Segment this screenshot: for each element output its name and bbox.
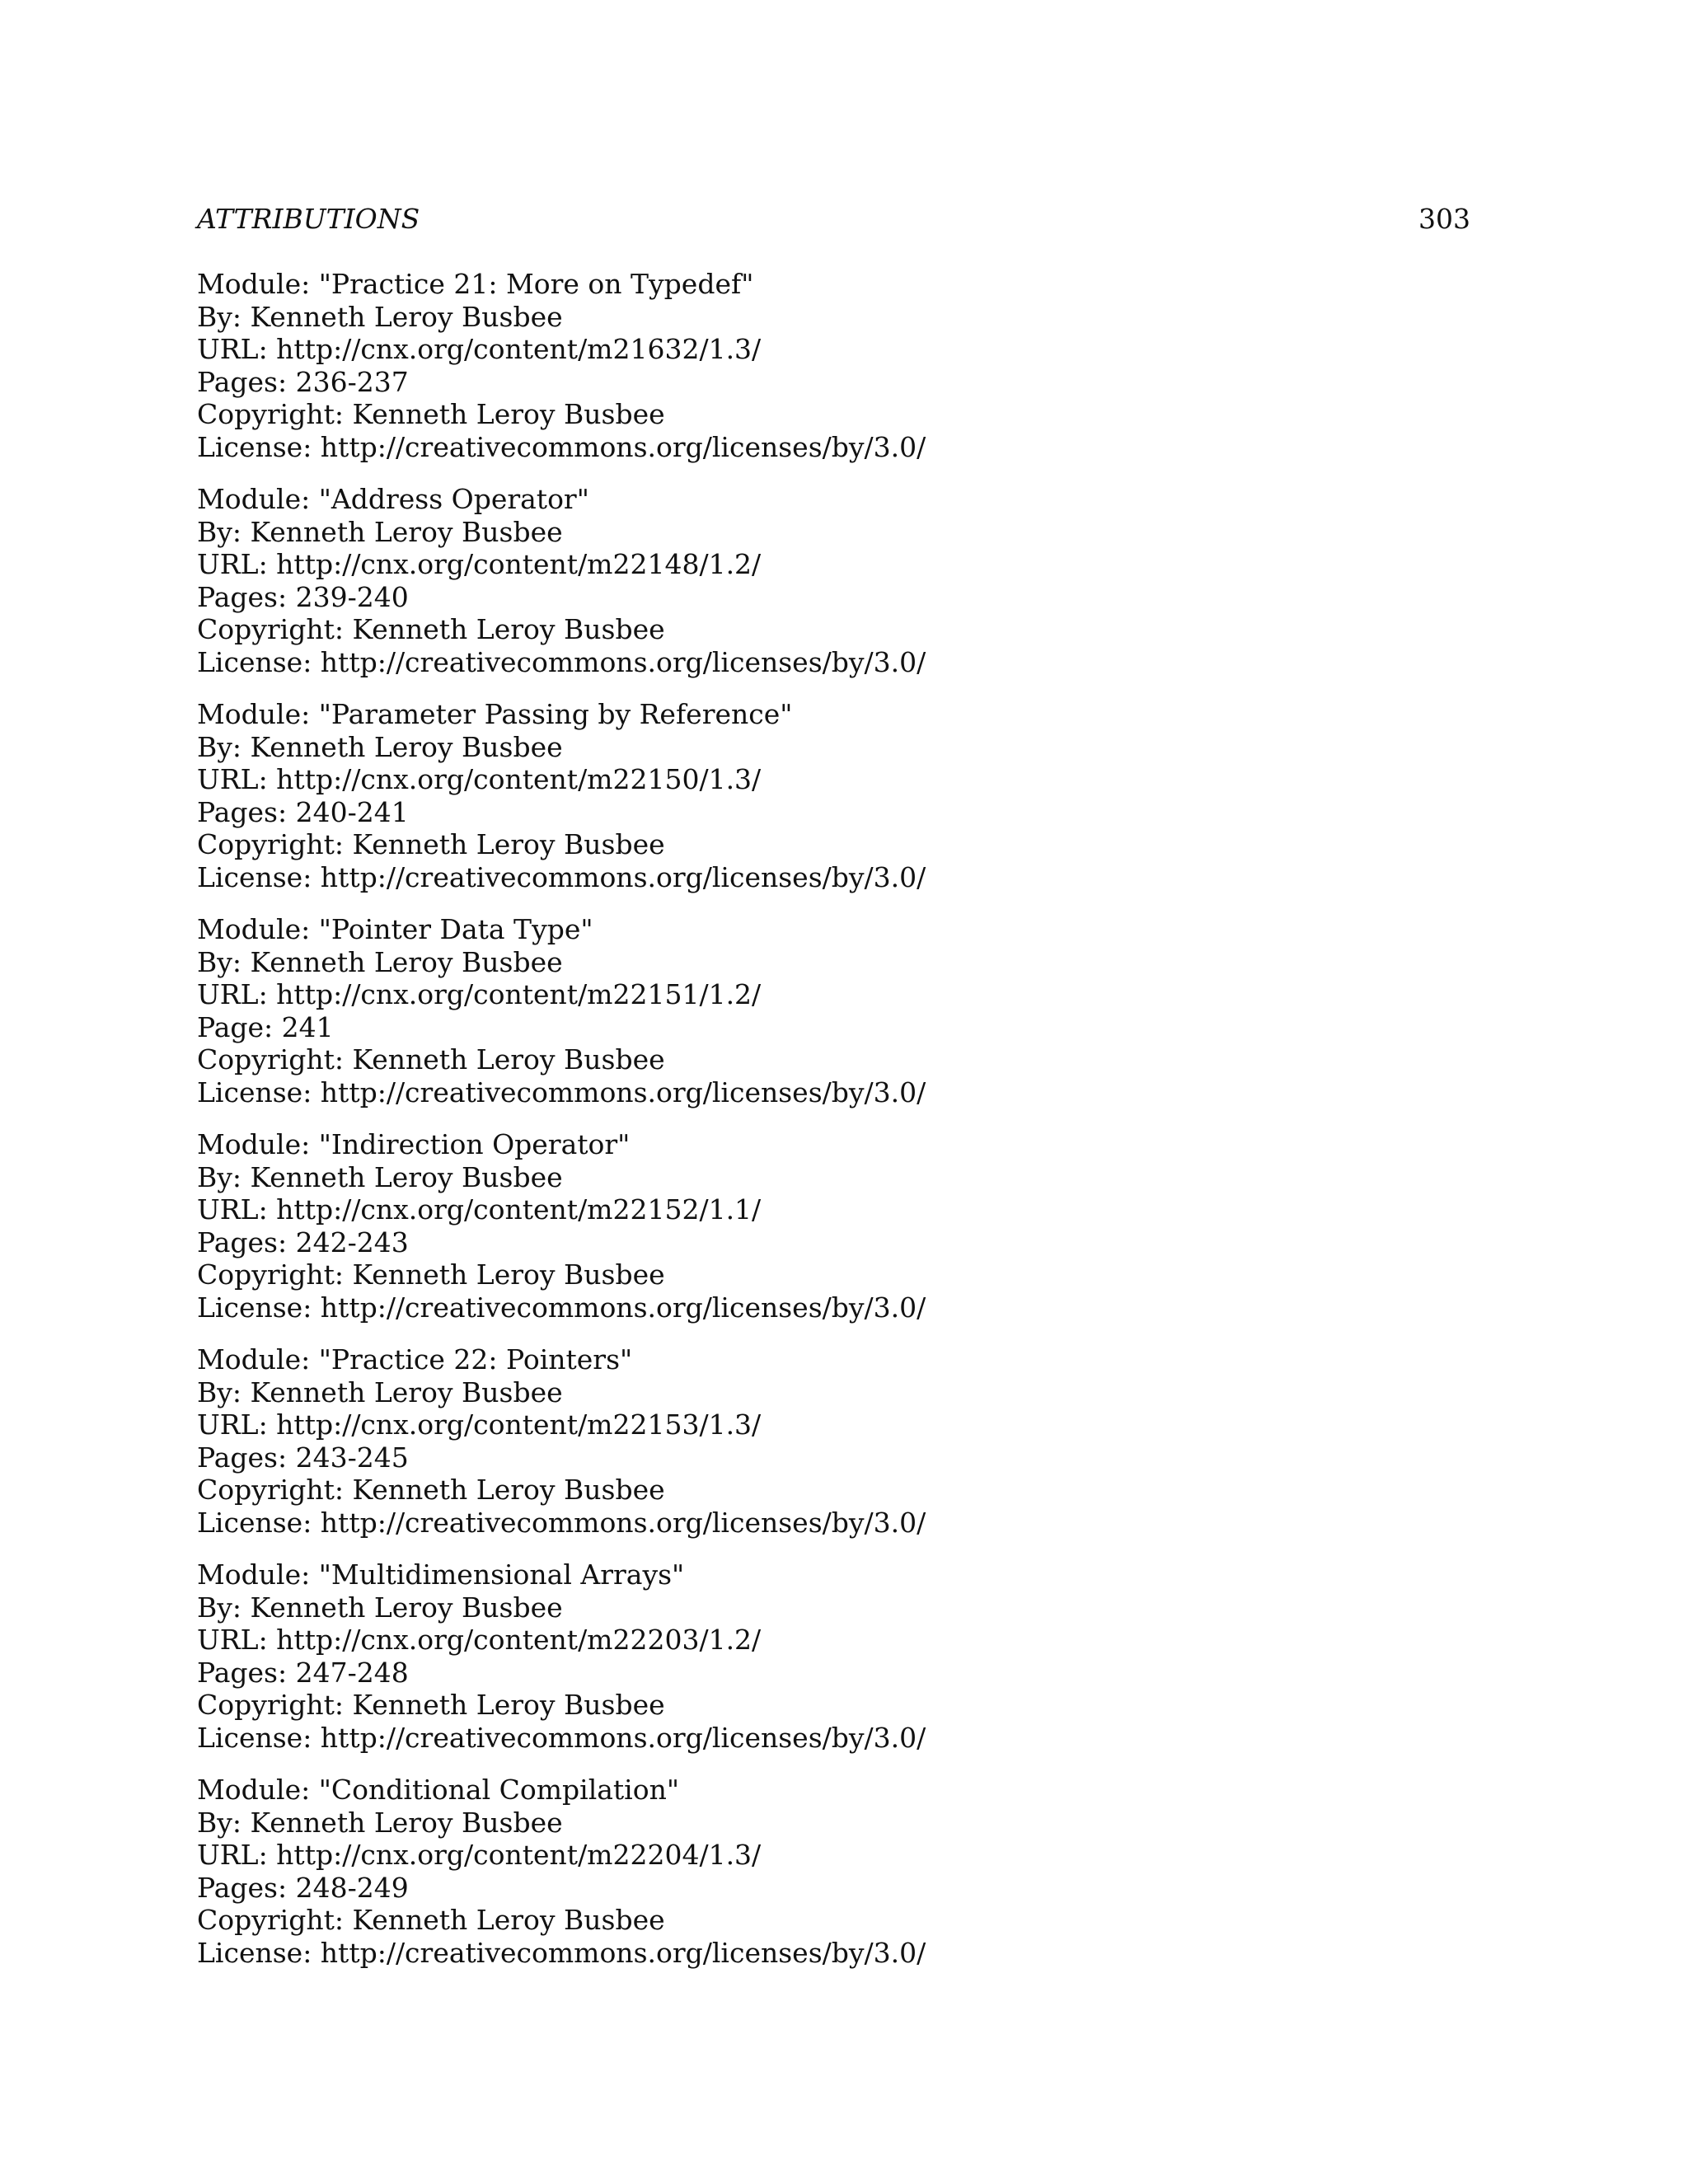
page-header bbox=[197, 199, 1470, 239]
attribution-entry bbox=[197, 1343, 1470, 1539]
module-url: URL: http://cnx.org/content/m22204/1.3/ bbox=[197, 1839, 762, 1871]
attribution-entry bbox=[197, 483, 1470, 678]
module-author: By: Kenneth Leroy Busbee bbox=[197, 515, 563, 548]
attribution-entry bbox=[197, 913, 1470, 1108]
module-url: URL: http://cnx.org/content/m22152/1.1/ bbox=[197, 1193, 762, 1226]
attribution-entry bbox=[197, 1558, 1470, 1754]
module-author: By: Kenneth Leroy Busbee bbox=[197, 1806, 563, 1839]
attribution-list bbox=[197, 268, 1470, 1989]
module-pages: Pages: 240-241 bbox=[197, 795, 409, 828]
module-license: License: http://creativecommons.org/licenses/by/3.0/ bbox=[197, 1721, 926, 1754]
module-copyright: Copyright: Kenneth Leroy Busbee bbox=[197, 613, 665, 645]
module-copyright: Copyright: Kenneth Leroy Busbee bbox=[197, 828, 665, 860]
module-title: Module: "Conditional Compilation" bbox=[197, 1774, 680, 1806]
attribution-entry bbox=[197, 698, 1470, 893]
module-author: By: Kenneth Leroy Busbee bbox=[197, 1591, 563, 1624]
module-title: Module: "Parameter Passing by Reference" bbox=[197, 698, 793, 730]
module-author: By: Kenneth Leroy Busbee bbox=[197, 730, 563, 763]
module-url: URL: http://cnx.org/content/m21632/1.3/ bbox=[197, 333, 762, 365]
module-author: By: Kenneth Leroy Busbee bbox=[197, 300, 563, 333]
module-license: License: http://creativecommons.org/licenses/by/3.0/ bbox=[197, 645, 926, 678]
module-pages: Pages: 248-249 bbox=[197, 1871, 409, 1904]
module-pages: Page: 241 bbox=[197, 1010, 334, 1043]
attribution-entry bbox=[197, 1128, 1470, 1324]
page-number: 303 bbox=[1418, 203, 1470, 235]
module-license: License: http://creativecommons.org/licenses/by/3.0/ bbox=[197, 1936, 926, 1969]
module-license: License: http://creativecommons.org/licenses/by/3.0/ bbox=[197, 430, 926, 463]
module-url: URL: http://cnx.org/content/m22203/1.2/ bbox=[197, 1624, 762, 1656]
module-title: Module: "Pointer Data Type" bbox=[197, 913, 593, 945]
running-head: ATTRIBUTIONS bbox=[197, 203, 420, 235]
module-copyright: Copyright: Kenneth Leroy Busbee bbox=[197, 398, 665, 430]
module-license: License: http://creativecommons.org/licenses/by/3.0/ bbox=[197, 860, 926, 893]
module-title: Module: "Indirection Operator" bbox=[197, 1128, 631, 1160]
module-pages: Pages: 242-243 bbox=[197, 1226, 409, 1258]
module-title: Module: "Address Operator" bbox=[197, 483, 589, 515]
module-pages: Pages: 247-248 bbox=[197, 1656, 409, 1689]
module-title: Module: "Multidimensional Arrays" bbox=[197, 1558, 685, 1591]
module-url: URL: http://cnx.org/content/m22148/1.2/ bbox=[197, 548, 762, 580]
module-url: URL: http://cnx.org/content/m22153/1.3/ bbox=[197, 1408, 762, 1441]
module-pages: Pages: 236-237 bbox=[197, 365, 409, 398]
module-license: License: http://creativecommons.org/licenses/by/3.0/ bbox=[197, 1291, 926, 1324]
module-license: License: http://creativecommons.org/licenses/by/3.0/ bbox=[197, 1506, 926, 1539]
module-copyright: Copyright: Kenneth Leroy Busbee bbox=[197, 1474, 665, 1506]
module-copyright: Copyright: Kenneth Leroy Busbee bbox=[197, 1904, 665, 1936]
module-author: By: Kenneth Leroy Busbee bbox=[197, 945, 563, 978]
module-pages: Pages: 243-245 bbox=[197, 1441, 409, 1474]
module-url: URL: http://cnx.org/content/m22151/1.2/ bbox=[197, 978, 762, 1010]
module-copyright: Copyright: Kenneth Leroy Busbee bbox=[197, 1689, 665, 1721]
module-license: License: http://creativecommons.org/licenses/by/3.0/ bbox=[197, 1076, 926, 1108]
module-url: URL: http://cnx.org/content/m22150/1.3/ bbox=[197, 763, 762, 795]
module-author: By: Kenneth Leroy Busbee bbox=[197, 1376, 563, 1408]
module-copyright: Copyright: Kenneth Leroy Busbee bbox=[197, 1043, 665, 1076]
module-title: Module: "Practice 21: More on Typedef" bbox=[197, 268, 754, 300]
module-pages: Pages: 239-240 bbox=[197, 580, 409, 613]
attribution-entry bbox=[197, 1774, 1470, 1969]
module-title: Module: "Practice 22: Pointers" bbox=[197, 1343, 633, 1376]
module-copyright: Copyright: Kenneth Leroy Busbee bbox=[197, 1258, 665, 1291]
module-author: By: Kenneth Leroy Busbee bbox=[197, 1160, 563, 1193]
attribution-entry bbox=[197, 268, 1470, 463]
